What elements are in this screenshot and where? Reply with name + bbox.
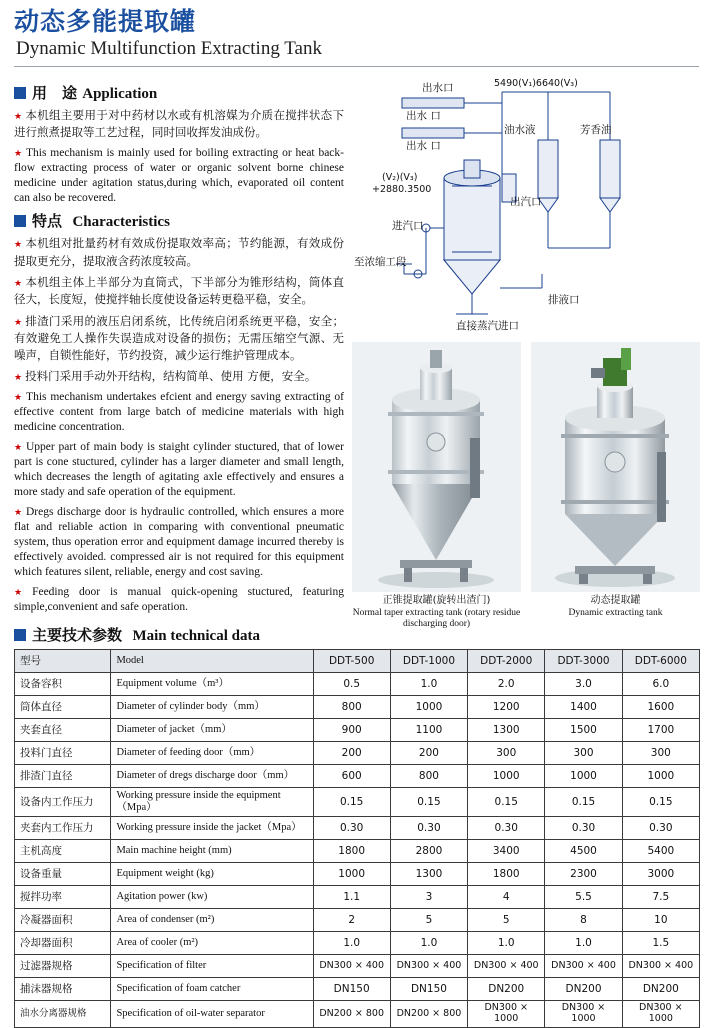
cell-value: DN300 × 1000 bbox=[468, 1001, 545, 1028]
cell-value: 2.0 bbox=[468, 673, 545, 696]
table-row bbox=[15, 978, 700, 1001]
cell-value: DN300 × 400 bbox=[390, 955, 467, 978]
table-row bbox=[15, 886, 700, 909]
cell-value: DN300 × 1000 bbox=[622, 1001, 699, 1028]
characteristics-paragraph-cn: ★ 本机组对批量药材有效成份提取效率高；节约能源，有效成份提取更充分，提取液含药浓度较高。 bbox=[14, 236, 344, 268]
col-header-model-en: Model bbox=[111, 650, 313, 673]
row-label-cn: 油水分离器规格 bbox=[15, 1001, 111, 1028]
application-paragraph-cn: ★ 本机组主要用于对中药材以水或有机溶媒为介质在搅拌状态下进行煎煮提取等工艺过程，同时回收挥发油成份。 bbox=[14, 108, 344, 140]
spec-section bbox=[14, 620, 700, 1028]
characteristics-heading-cn: 特点 bbox=[32, 212, 63, 231]
diagram-label-oil-water: 油水液 bbox=[504, 124, 536, 136]
row-label-cn: 排渣门直径 bbox=[15, 765, 111, 788]
cell-value: 1000 bbox=[313, 863, 390, 886]
diagram-label-water-outlet-3: 出水 口 bbox=[406, 140, 441, 152]
cell-value: 200 bbox=[313, 742, 390, 765]
table-row bbox=[15, 765, 700, 788]
bullet-icon: ★ bbox=[14, 147, 24, 158]
cell-value: 0.30 bbox=[313, 817, 390, 840]
bullet-icon: ★ bbox=[14, 442, 23, 453]
table-header-row bbox=[15, 650, 700, 673]
cell-value: 600 bbox=[313, 765, 390, 788]
cell-value: 1800 bbox=[468, 863, 545, 886]
row-label-cn: 投料门直径 bbox=[15, 742, 111, 765]
spec-heading-en: Main technical data bbox=[132, 628, 260, 644]
col-header-ddt-500: DDT-500 bbox=[313, 650, 390, 673]
spec-table bbox=[14, 649, 700, 1028]
row-label-cn: 设备重量 bbox=[15, 863, 111, 886]
cell-value: 0.15 bbox=[468, 788, 545, 817]
table-row bbox=[15, 863, 700, 886]
cell-value: 0.30 bbox=[468, 817, 545, 840]
photo-card-dynamic-tank bbox=[531, 342, 700, 631]
row-label-cn: 夹套内工作压力 bbox=[15, 817, 111, 840]
table-row bbox=[15, 719, 700, 742]
row-label-cn: 冷凝器面积 bbox=[15, 909, 111, 932]
cell-value: 200 bbox=[390, 742, 467, 765]
characteristics-paragraph-cn: ★ 排渣门采用的液压启闭系统，比传统启闭系统更平稳，安全；有效避免工人操作失误造成对设备的损伤；无需压缩空气源、无噪声，自锁性能好，节约投资，减少运行维护管理成本。 bbox=[14, 313, 344, 362]
body bbox=[0, 78, 713, 630]
row-label-en: Agitation power (kw) bbox=[111, 886, 313, 909]
row-label-cn: 夹套直径 bbox=[15, 719, 111, 742]
cell-value: 1.5 bbox=[622, 932, 699, 955]
cell-value: 1400 bbox=[545, 696, 622, 719]
cell-value: 1.0 bbox=[390, 932, 467, 955]
photo-dynamic-tank bbox=[531, 342, 700, 592]
cell-value: 1.0 bbox=[390, 673, 467, 696]
cell-value: 1000 bbox=[390, 696, 467, 719]
row-label-en: Working pressure inside the jacket（Mpa） bbox=[111, 817, 313, 840]
cell-value: 4500 bbox=[545, 840, 622, 863]
cell-value: 4 bbox=[468, 886, 545, 909]
bullet-icon: ★ bbox=[14, 279, 23, 290]
row-label-en: Specification of oil-water separator bbox=[111, 1001, 313, 1028]
application-heading bbox=[14, 82, 344, 103]
spec-heading bbox=[14, 624, 700, 645]
cell-value: 5.5 bbox=[545, 886, 622, 909]
cell-value: 300 bbox=[468, 742, 545, 765]
diagram-label-drain-outlet: 排液口 bbox=[548, 294, 580, 306]
cell-value: DN300 × 400 bbox=[468, 955, 545, 978]
row-label-cn: 主机高度 bbox=[15, 840, 111, 863]
cell-value: 1.0 bbox=[545, 932, 622, 955]
cell-value: 7.5 bbox=[622, 886, 699, 909]
cell-value: 0.5 bbox=[313, 673, 390, 696]
photo-normal-taper-tank bbox=[352, 342, 521, 592]
cell-value: 0.15 bbox=[622, 788, 699, 817]
cell-value: 5 bbox=[468, 909, 545, 932]
cell-value: 1.1 bbox=[313, 886, 390, 909]
cell-value: 1000 bbox=[622, 765, 699, 788]
page-header bbox=[0, 0, 713, 60]
cell-value: 0.30 bbox=[390, 817, 467, 840]
table-row bbox=[15, 932, 700, 955]
tank-illustration-2 bbox=[531, 342, 700, 592]
section-marker-icon bbox=[14, 629, 26, 641]
characteristics-paragraph-en: ★ Feeding door is manual quick-opening stuctured, featuring simple,convenient and safe operation. bbox=[14, 585, 344, 613]
characteristics-paragraph-en: ★ Dregs discharge door is hydraulic controlled, which ensures a more flat and reliable action in comparing with conventional pneumatic system, thus operation error and equipment damage incurred thereby is effectively avoided. compressed air is not required for this equipment which features silent, reliable, energy and cost saving. bbox=[14, 505, 344, 578]
row-label-en: Area of condenser (m²) bbox=[111, 909, 313, 932]
cell-value: DN300 × 400 bbox=[313, 955, 390, 978]
bullet-icon: ★ bbox=[14, 392, 24, 403]
characteristics-paragraph-cn: ★ 本机组主体上半部分为直筒式，下半部分为锥形结构，筒体直径大，长度短，使搅拌轴长度使设备运转更稳平稳，安全。 bbox=[14, 275, 344, 307]
cell-value: 1600 bbox=[622, 696, 699, 719]
diagram-label-to-concentration: 至浓缩工段 bbox=[354, 256, 407, 268]
bullet-icon: ★ bbox=[14, 317, 23, 328]
cell-value: 1700 bbox=[622, 719, 699, 742]
row-label-en: Equipment weight (kg) bbox=[111, 863, 313, 886]
cell-value: 3.0 bbox=[545, 673, 622, 696]
diagram-label-water-outlet-1: 出水口 bbox=[422, 82, 454, 94]
cell-value: DN300 × 400 bbox=[622, 955, 699, 978]
application-paragraph-en: ★ This mechanism is mainly used for boiling extracting or heat back-flow extracting process of water or organic solvent borne chinese medicine under agitation status,during which, evaporated oil content can also be recovered. bbox=[14, 146, 344, 204]
cell-value: DN150 bbox=[390, 978, 467, 1001]
cell-value: 3000 bbox=[622, 863, 699, 886]
diagram-label-dimension: 5490(V₁)6640(V₃) bbox=[494, 78, 578, 89]
row-label-en: Specification of filter bbox=[111, 955, 313, 978]
characteristics-paragraph-en: ★ Upper part of main body is staight cylinder stuctured, that of lower part is cone stuctured, cylinder has a larger diameter and small length, which decreases the length of agitating axle effectively and ensures a more stady and safe operation of the equipment. bbox=[14, 441, 344, 498]
cell-value: 1500 bbox=[545, 719, 622, 742]
tank-illustration-1 bbox=[352, 342, 521, 592]
diagram-label-steam-inlet: 进汽口 bbox=[392, 220, 424, 232]
cell-value: 3 bbox=[390, 886, 467, 909]
cell-value: DN200 × 800 bbox=[313, 1001, 390, 1028]
row-label-en: Equipment volume（m³） bbox=[111, 673, 313, 696]
cell-value: 2300 bbox=[545, 863, 622, 886]
row-label-cn: 搅拌功率 bbox=[15, 886, 111, 909]
bullet-icon: ★ bbox=[14, 506, 23, 517]
cell-value: 1000 bbox=[545, 765, 622, 788]
cell-value: DN200 × 800 bbox=[390, 1001, 467, 1028]
cell-value: 300 bbox=[545, 742, 622, 765]
row-label-en: Diameter of dregs discharge door（mm） bbox=[111, 765, 313, 788]
row-label-en: Area of cooler (m²) bbox=[111, 932, 313, 955]
row-label-cn: 筒体直径 bbox=[15, 696, 111, 719]
table-row bbox=[15, 817, 700, 840]
cell-value: 1.0 bbox=[313, 932, 390, 955]
process-flow-diagram bbox=[352, 78, 700, 338]
cell-value: 1100 bbox=[390, 719, 467, 742]
col-header-ddt-1000: DDT-1000 bbox=[390, 650, 467, 673]
photo-caption-1: 正锥提取罐(旋转出渣门) Normal taper extracting tank (rotary residue discharging door) bbox=[352, 595, 521, 630]
col-header-ddt-6000: DDT-6000 bbox=[622, 650, 699, 673]
row-label-cn: 设备内工作压力 bbox=[15, 788, 111, 817]
characteristics-paragraph-cn: ★ 投料门采用手动外开结构，结构简单、使用 方便，安全。 bbox=[14, 369, 317, 384]
application-heading-cn: 用 途 bbox=[32, 84, 78, 102]
table-row bbox=[15, 955, 700, 978]
bullet-icon: ★ bbox=[14, 240, 23, 251]
diagram-label-height-dimension: +2880.3500 bbox=[372, 184, 432, 195]
cell-value: DN150 bbox=[313, 978, 390, 1001]
cell-value: 2800 bbox=[390, 840, 467, 863]
product-photos bbox=[352, 342, 700, 631]
col-header-ddt-3000: DDT-3000 bbox=[545, 650, 622, 673]
row-label-en: Diameter of cylinder body（mm） bbox=[111, 696, 313, 719]
col-header-ddt-2000: DDT-2000 bbox=[468, 650, 545, 673]
cell-value: DN300 × 1000 bbox=[545, 1001, 622, 1028]
bullet-icon: ★ bbox=[14, 586, 30, 597]
cell-value: 1300 bbox=[390, 863, 467, 886]
page-title-en: Dynamic Multifunction Extracting Tank bbox=[16, 37, 322, 59]
diagram-label-steam-outlet: 出汽口 bbox=[510, 196, 542, 208]
diagram-label-water-outlet-2: 出水 口 bbox=[406, 110, 441, 122]
row-label-cn: 设备容积 bbox=[15, 673, 111, 696]
diagram-label-aromatic-oil: 芳香油 bbox=[580, 124, 612, 136]
cell-value: 6.0 bbox=[622, 673, 699, 696]
cell-value: 800 bbox=[390, 765, 467, 788]
cell-value: 2 bbox=[313, 909, 390, 932]
cell-value: 1000 bbox=[468, 765, 545, 788]
bullet-icon: ★ bbox=[14, 112, 23, 122]
cell-value: 1800 bbox=[313, 840, 390, 863]
cell-value: DN200 bbox=[468, 978, 545, 1001]
diagram-label-volume-code: (V₂)(V₃) bbox=[382, 172, 418, 183]
cell-value: DN300 × 400 bbox=[545, 955, 622, 978]
cell-value: 0.15 bbox=[390, 788, 467, 817]
cell-value: 900 bbox=[313, 719, 390, 742]
row-label-en: Diameter of feeding door（mm） bbox=[111, 742, 313, 765]
table-row bbox=[15, 909, 700, 932]
row-label-en: Specification of foam catcher bbox=[111, 978, 313, 1001]
table-row bbox=[15, 788, 700, 817]
section-marker-icon bbox=[14, 215, 26, 227]
page-title-cn: 动态多能提取罐 bbox=[14, 7, 197, 36]
characteristics-heading-en: Characteristics bbox=[72, 214, 170, 231]
cell-value: 1200 bbox=[468, 696, 545, 719]
section-marker-icon bbox=[14, 87, 26, 99]
left-column bbox=[14, 78, 344, 619]
row-label-cn: 冷却器面积 bbox=[15, 932, 111, 955]
row-label-en: Working pressure inside the equipment（Mpa） bbox=[111, 788, 313, 817]
cell-value: 5 bbox=[390, 909, 467, 932]
application-heading-en: Application bbox=[82, 86, 158, 102]
cell-value: DN200 bbox=[545, 978, 622, 1001]
row-label-cn: 过滤器规格 bbox=[15, 955, 111, 978]
table-row bbox=[15, 1001, 700, 1028]
table-row bbox=[15, 673, 700, 696]
row-label-cn: 捕沫器规格 bbox=[15, 978, 111, 1001]
characteristics-paragraph-en: ★ This mechanism undertakes efcient and energy saving extracting of effective content from large batch of medicine materials with high medicine concentration. bbox=[14, 391, 344, 434]
cell-value: 800 bbox=[313, 696, 390, 719]
table-row bbox=[15, 840, 700, 863]
table-row bbox=[15, 742, 700, 765]
cell-value: 5400 bbox=[622, 840, 699, 863]
cell-value: 3400 bbox=[468, 840, 545, 863]
cell-value: 300 bbox=[622, 742, 699, 765]
characteristics-heading bbox=[14, 210, 344, 231]
right-column bbox=[352, 78, 700, 631]
cell-value: 10 bbox=[622, 909, 699, 932]
photo-caption-2: 动态提取罐 Dynamic extracting tank bbox=[568, 595, 663, 618]
col-header-model-cn: 型号 bbox=[15, 650, 111, 673]
cell-value: 1300 bbox=[468, 719, 545, 742]
header-divider bbox=[14, 66, 699, 67]
cell-value: 0.30 bbox=[545, 817, 622, 840]
cell-value: 0.15 bbox=[545, 788, 622, 817]
bullet-icon: ★ bbox=[14, 373, 23, 384]
cell-value: 0.15 bbox=[313, 788, 390, 817]
photo-card-normal-taper-tank bbox=[352, 342, 521, 631]
diagram-label-direct-steam-inlet: 直接蒸汽进口 bbox=[456, 320, 519, 332]
row-label-en: Main machine height (mm) bbox=[111, 840, 313, 863]
table-row bbox=[15, 696, 700, 719]
cell-value: DN200 bbox=[622, 978, 699, 1001]
row-label-en: Diameter of jacket（mm） bbox=[111, 719, 313, 742]
cell-value: 0.30 bbox=[622, 817, 699, 840]
cell-value: 8 bbox=[545, 909, 622, 932]
cell-value: 1.0 bbox=[468, 932, 545, 955]
spec-heading-cn: 主要技术参数 bbox=[32, 626, 123, 644]
